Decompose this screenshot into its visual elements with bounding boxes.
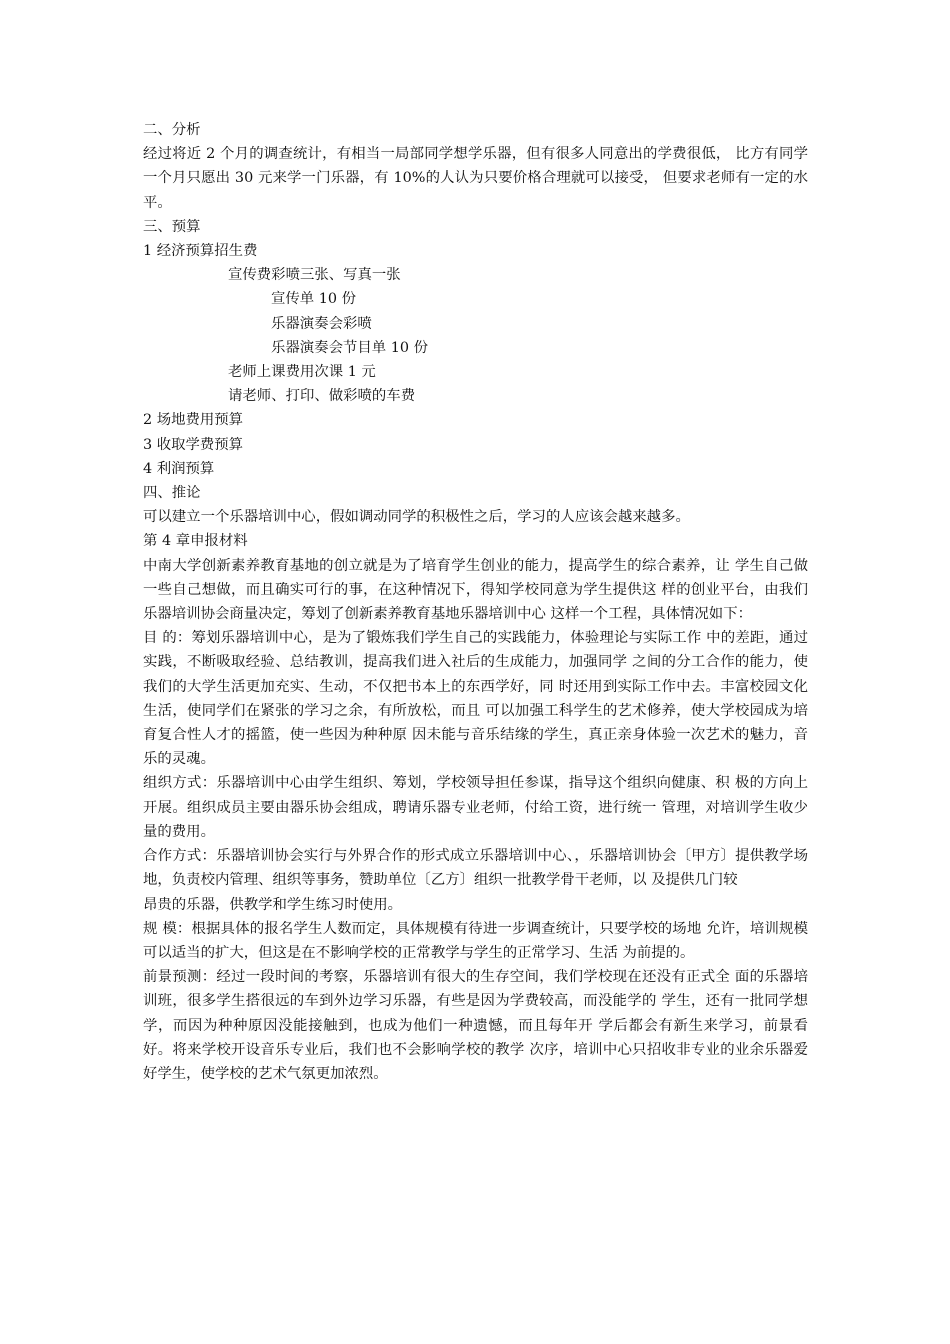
budget-travel-fee: 请老师、打印、做彩喷的车费 — [228, 388, 416, 405]
intro-paragraph: 中南大学创新素养教育基地的创立就是为了培育学生创业的能力，提高学生的综合素养，让 学生自己做一些自己想做，而且确实可行的事，在这种情况下，得知学校同意为学生提供这 样的创业平台，由我们乐器培训协会商量决定，筹划了创新素养教育基地乐器培训中心 这样一个工程，具体情况如下： — [143, 557, 808, 623]
chapter-heading: 第 4 章申报材料 — [143, 533, 248, 550]
budget-item-1: 1 经济预算招生费 — [143, 243, 258, 260]
document-body — [143, 118, 808, 1086]
analysis-paragraph: 经过将近 2 个月的调查统计，有相当一局部同学想学乐器，但有很多人同意出的学费很低， 比方有同学一个月只愿出 30 元来学一门乐器，有 10%的人认为只要价格合理就可以接受， 但要求老师有一定的水平。 — [143, 146, 808, 211]
budget-promo-print: 宣传费彩喷三张、写真一张 — [228, 267, 401, 284]
budget-concert-program: 乐器演奏会节目单 10 份 — [271, 339, 428, 356]
budget-teacher-fee: 老师上课费用次课 1 元 — [228, 364, 376, 381]
purpose-paragraph: 目 的：筹划乐器培训中心，是为了锻炼我们学生自己的实践能力，体验理论与实际工作 中的差距，通过实践，不断吸取经验、总结教训，提高我们进入社后的生成能力，加强同学 之间的分工合作的能力，使我们的大学生活更加充实、生动，不仅把书本上的东西学好，同 时还用到实际工作中去。丰富校园文化生活，使同学们在紧张的学习之余，有所放松，而且 可以加强工科学生的艺术修养，使大学校园成为培育复合性人才的摇篮，使一些因为种种原 因未能与音乐结缘的学生，真正亲身体验一次艺术的魅力，音乐的灵魂。 — [143, 630, 808, 768]
analysis-heading: 二、分析 — [143, 122, 201, 138]
cooperation-paragraph: 合作方式：乐器培训协会实行与外界合作的形式成立乐器培训中心、，乐器培训协会〔甲方〕提供教学场地，负责校内管理、组织等事务，赞助单位〔乙方〕组织一批教学骨干老师，以 及提供几门较 — [143, 848, 808, 889]
prospect-paragraph: 前景预测：经过一段时间的考察，乐器培训有很大的生存空间，我们学校现在还没有正式全 面的乐器培训班，很多学生搭很远的车到外边学习乐器，有些是因为学费较高，而没能学的 学生，还有一批同学想学，而因为种种原因没能接触到，也成为他们一种遗憾，而且每年开 学后都会有新生来学习，前景看好。将来学校开设音乐专业后，我们也不会影响学校的教学 次序，培训中心只招收非专业的业余乐器爱好学生，使学校的艺术气氛更加浓烈。 — [143, 969, 808, 1082]
scale-paragraph: 规 模：根据具体的报名学生人数而定，具体规模有待进一步调查统计，只要学校的场地 允许，培训规模可以适当的扩大，但这是在不影响学校的正常教学与学生的正常学习、生活 为前提的。 — [143, 920, 808, 961]
inference-heading: 四、推论 — [143, 485, 201, 502]
budget-heading: 三、预算 — [143, 218, 201, 235]
inference-paragraph: 可以建立一个乐器培训中心，假如调动同学的积极性之后，学习的人应该会越来越多。 — [143, 509, 690, 526]
cooperation-continuation: 昂贵的乐器，供教学和学生练习时使用。 — [143, 896, 403, 913]
budget-item-2: 2 场地费用预算 — [143, 412, 244, 429]
budget-concert-print: 乐器演奏会彩喷 — [271, 315, 372, 332]
budget-item-4: 4 利润预算 — [143, 460, 215, 477]
budget-flyers: 宣传单 10 份 — [271, 291, 357, 308]
organization-paragraph: 组织方式：乐器培训中心由学生组织、筹划，学校领导担任参谋，指导这个组织向健康、积 极的方向上开展。组织成员主要由器乐协会组成，聘请乐器专业老师，付给工资，进行统一 管理，对培训学生收少量的费用。 — [143, 775, 808, 840]
budget-item-3: 3 收取学费预算 — [143, 436, 244, 453]
